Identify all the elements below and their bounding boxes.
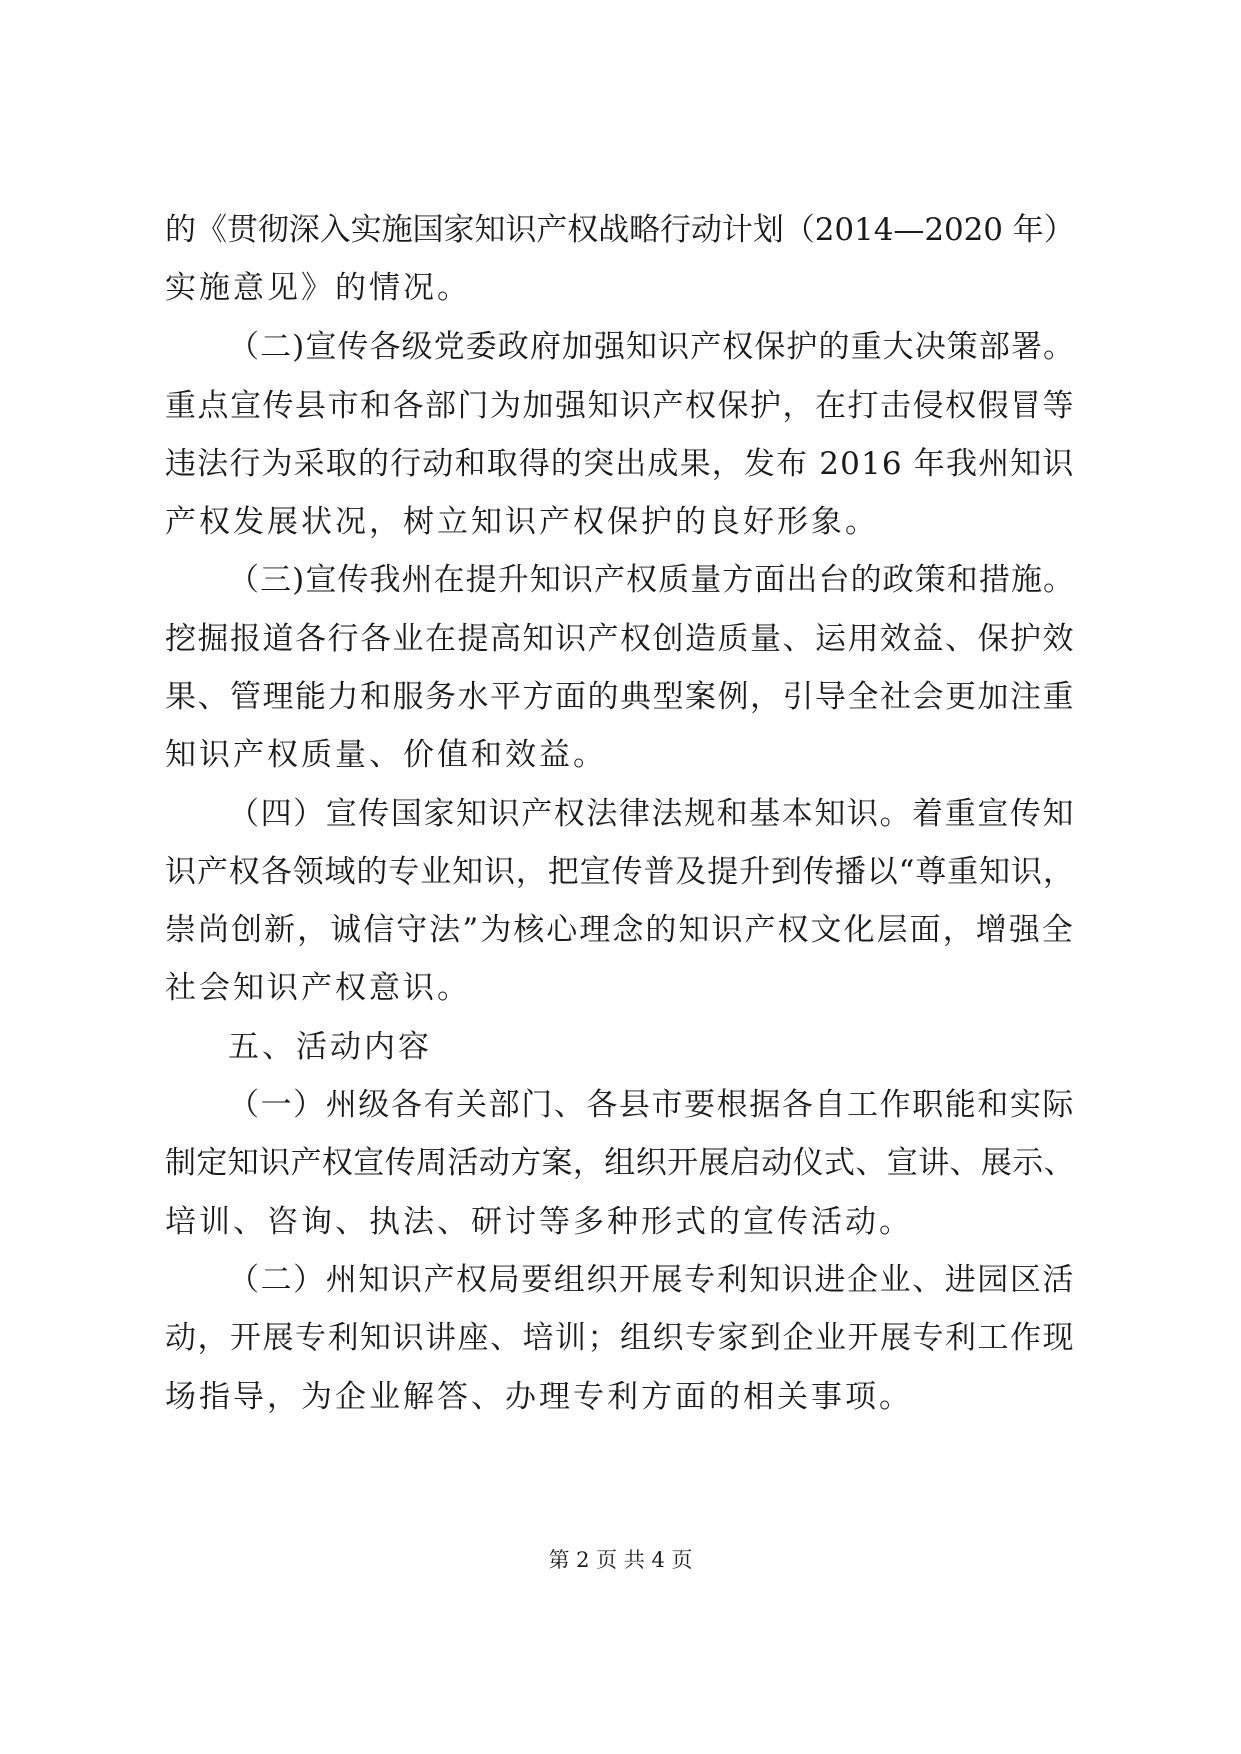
body-line: 产权发展状况，树立知识产权保护的良好形象。 xyxy=(165,504,879,540)
body-line: 挖掘报道各行各业在提高知识产权创造质量、运用效益、保护效 xyxy=(165,621,1075,657)
body-line: 社会知识产权意识。 xyxy=(165,970,471,1006)
body-line: 崇尚创新，诚信守法”为核心理念的知识产权文化层面，增强全 xyxy=(165,912,1075,948)
body-line: 果、管理能力和服务水平方面的典型案例，引导全社会更加注重 xyxy=(165,679,1075,715)
body-line: （二）州知识产权局要组织开展专利知识进企业、进园区活 xyxy=(228,1262,1075,1298)
body-line: 重点宣传县市和各部门为加强知识产权保护，在打击侵权假冒等 xyxy=(165,388,1075,424)
body-line: 实施意见》的情况。 xyxy=(165,270,471,306)
body-line: 违法行为采取的行动和取得的突出成果，发布 2016 年我州知识 xyxy=(165,446,1075,482)
body-line: （一）州级各有关部门、各县市要根据各自工作职能和实际 xyxy=(228,1087,1075,1123)
body-line: 动，开展专利知识讲座、培训；组织专家到企业开展专利工作现 xyxy=(165,1320,1075,1356)
body-line: （三)宣传我州在提升知识产权质量方面出台的政策和措施。 xyxy=(228,562,1076,598)
body-line: 培训、咨询、执法、研讨等多种形式的宣传活动。 xyxy=(165,1204,913,1240)
body-line: 场指导，为企业解答、办理专利方面的相关事项。 xyxy=(165,1379,913,1415)
page-number-footer: 第 2 页 共 4 页 xyxy=(548,1548,693,1572)
body-line: 知识产权质量、价值和效益。 xyxy=(165,737,607,773)
body-line: 的《贯彻深入实施国家知识产权战略行动计划（2014—2020 年） xyxy=(165,212,1075,248)
section-heading: 五、活动内容 xyxy=(228,1029,432,1065)
body-line: 识产权各领域的专业知识，把宣传普及提升到传播以“尊重知识， xyxy=(165,854,1075,890)
body-line: 制定知识产权宣传周活动方案，组织开展启动仪式、宣讲、展示、 xyxy=(165,1145,1075,1181)
body-line: （四）宣传国家知识产权法律法规和基本知识。着重宣传知 xyxy=(228,796,1075,832)
body-line: （二)宣传各级党委政府加强知识产权保护的重大决策部署。 xyxy=(228,329,1076,365)
